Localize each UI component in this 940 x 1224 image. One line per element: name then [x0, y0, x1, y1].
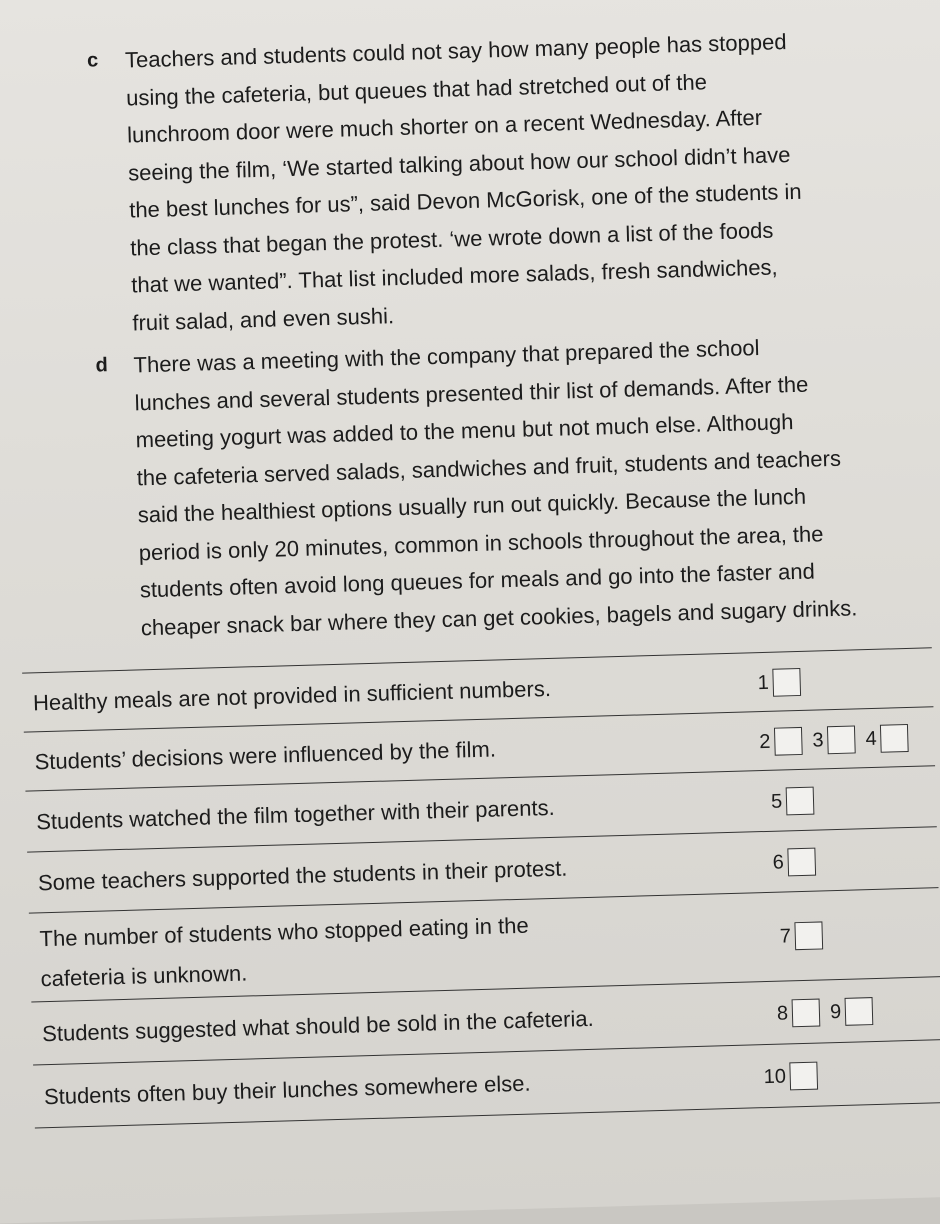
answer-boxes	[763, 1059, 828, 1093]
answer-checkbox[interactable]	[787, 848, 816, 877]
paragraph-letter: c	[86, 49, 99, 72]
question-number: 5	[770, 790, 783, 813]
statement-text: Students watched the film together with their parents.	[35, 794, 555, 835]
question-number: 3	[812, 729, 824, 752]
statement-text: Students suggested what should be sold in the cafeteria.	[41, 1005, 594, 1047]
answer-boxes	[759, 722, 919, 758]
answer-checkbox[interactable]	[786, 787, 815, 816]
statement-table	[22, 647, 940, 1128]
answer-checkbox[interactable]	[795, 921, 824, 950]
answer-checkbox[interactable]	[845, 997, 874, 1026]
answer-group	[772, 846, 816, 879]
answer-group	[830, 995, 874, 1028]
statement-text: Healthy meals are not provided in sufficient numbers.	[32, 675, 552, 716]
paragraph-line: said the healthiest options usually run out quickly. Because the lunch	[137, 483, 807, 528]
paragraph-line: the class that began the protest. ‘we wrote down a list of the foods	[129, 217, 774, 260]
statement-text: Some teachers supported the students in their protest.	[37, 855, 568, 896]
answer-checkbox[interactable]	[774, 727, 803, 756]
paragraph-letter: d	[95, 354, 109, 377]
paragraph-line: using the cafeteria, but queues that had stretched out of the	[125, 68, 708, 111]
paragraph-line: the cafeteria served salads, sandwiches and fruit, students and teachers	[136, 445, 842, 490]
question-number: 9	[829, 1000, 842, 1024]
question-number: 7	[779, 925, 792, 948]
paragraph-line: Teachers and students could not say how many people has stopped	[124, 29, 787, 73]
answer-group	[771, 785, 815, 818]
paragraph-line: cheaper snack bar where they can get cookies, bagels and sugary drinks.	[140, 594, 858, 640]
question-number: 6	[772, 851, 785, 874]
answer-boxes	[779, 919, 833, 952]
answer-boxes	[772, 845, 826, 878]
paragraph-line: meeting yogurt was added to the menu but not much else. Although	[135, 409, 794, 453]
statement-text: Students often buy their lunches somewhere else.	[43, 1070, 531, 1110]
paragraph-line: fruit salad, and even sushi.	[132, 302, 395, 335]
question-number: 10	[763, 1065, 787, 1089]
answer-group	[757, 666, 801, 699]
answer-checkbox[interactable]	[772, 668, 801, 697]
paragraph-line: lunches and several students presented thir list of demands. After the	[134, 371, 809, 415]
question-number: 4	[865, 727, 877, 751]
question-number: 8	[776, 1002, 789, 1025]
question-number: 1	[757, 671, 770, 695]
paragraph-d	[95, 325, 901, 646]
paragraph-line: students often avoid long queues for meals and go into the faster and	[139, 558, 816, 603]
question-number: 2	[759, 730, 771, 754]
answer-group	[759, 725, 803, 758]
paragraph-line: period is only 20 minutes, common in schools throughout the area, the	[138, 520, 824, 565]
paragraph-line: There was a meeting with the company that prepared the school	[133, 334, 760, 378]
answer-group	[779, 919, 823, 952]
paragraph-c	[86, 20, 893, 341]
answer-checkbox[interactable]	[792, 999, 821, 1028]
paragraph-line: seeing the film, ‘We started talking about how our school didn’t have	[127, 141, 791, 186]
answer-group	[812, 723, 856, 756]
paragraph-line: the best lunches for us”, said Devon McGorisk, one of the students in	[128, 178, 802, 223]
answer-checkbox[interactable]	[880, 724, 909, 753]
paragraph-line: that we wanted”. That list included more salads, fresh sandwiches,	[131, 254, 778, 298]
statement-text: Students’ decisions were influenced by the film.	[34, 736, 497, 775]
answer-group	[865, 722, 909, 755]
statement-text: cafeteria is unknown.	[40, 960, 248, 992]
answer-boxes	[777, 995, 884, 1030]
answer-group	[763, 1060, 818, 1094]
statement-text: The number of students who stopped eating in the	[39, 912, 529, 952]
answer-group	[777, 997, 821, 1030]
answer-checkbox[interactable]	[827, 725, 856, 754]
paragraph-line: lunchroom door were much shorter on a recent Wednesday. After	[126, 104, 763, 148]
answer-boxes	[757, 666, 811, 699]
answer-boxes	[771, 784, 825, 817]
answer-checkbox[interactable]	[790, 1062, 819, 1091]
